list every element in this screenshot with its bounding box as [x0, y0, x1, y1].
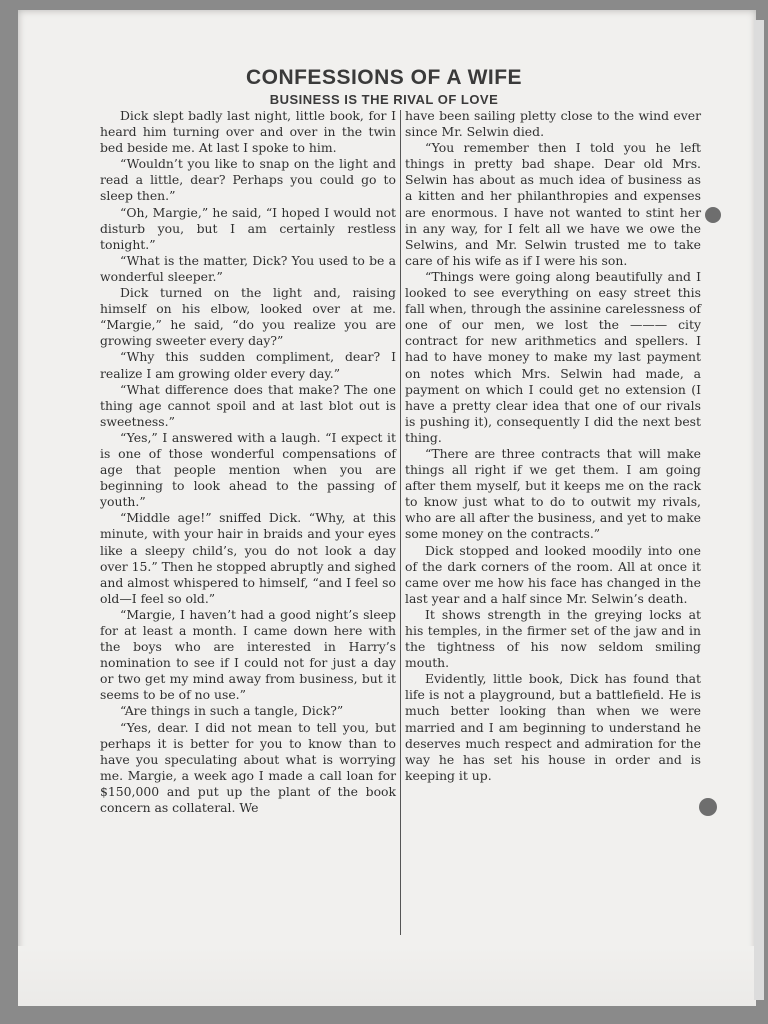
paragraph: “What difference does that make? The one thing age cannot spoil and at last blot out is sweetness.”: [100, 381, 396, 429]
paragraph: “Wouldn’t you like to snap on the light and read a little, dear? Perhaps you could go to sleep then.”: [100, 156, 396, 204]
paragraph: It shows strength in the greying locks at his temples, in the firmer set of the jaw and in the tightness of his now seldom smiling mouth.: [405, 606, 701, 671]
paragraph: Dick slept badly last night, little book, for I heard him turning over and over in the twin bed beside me. At last I spoke to him.: [100, 108, 396, 156]
paragraph: “Things were going along beautifully and I looked to see everything on easy street this fall when, through the assinine carelessness of one of our men, we lost the ——— city contract for new arithmetics and spellers. I had to have money to make my last payment on notes which Mrs. Selwin had made, a payment on which I could get no extension (I have a pretty clear idea that one of our rivals is pushing it), consequently I did the next best thing.: [405, 268, 701, 445]
paragraph: Dick stopped and looked moodily into one of the dark corners of the room. All at once it came over me how his face has changed in the last year and a half since Mr. Selwin’s death.: [405, 542, 701, 606]
paragraph: “Margie, I haven’t had a good night’s sleep for at least a month. I came down here with the boys who are interested in Harry’s nomination to see if I could not for just a day or two get my mind away from business, but it seems to be of no use.”: [100, 606, 396, 703]
paragraph: Evidently, little book, Dick has found that life is not a playground, but a battlefield. He is much better looking than when we were married and I am beginning to understand he deserves much respect and admiration for the way he has set his house in order and is keeping it up.: [405, 671, 701, 783]
paragraph: “There are three contracts that will make things all right if we get them. I am going after them myself, but it keeps me on the rack to know just what to do to outwit my rivals, who are all after the business, and yet to make some money on the contracts.”: [405, 445, 701, 542]
paragraph: “Middle age!” sniffed Dick. “Why, at this minute, with your hair in braids and your eyes like a sleepy child’s, you do not look a day over 15.” Then he stopped abruptly and sighed and almost whispered to himself, “and I feel so old—I feel so old.”: [100, 510, 397, 606]
paragraph: “Are things in such a tangle, Dick?”: [120, 703, 344, 719]
left-column: [100, 108, 396, 816]
article-subtitle: BUSINESS IS THE RIVAL OF LOVE: [269, 92, 499, 107]
paragraph-continuation: have been sailing pletty close to the wind ever since Mr. Selwin died.: [405, 108, 701, 140]
paragraph: “What is the matter, Dick? You used to be a wonderful sleeper.”: [100, 252, 396, 284]
right-column: [405, 108, 701, 784]
paragraph: “Yes, dear. I did not mean to tell you, but perhaps it is better for you to know than to have you speculating about what is worrying me. Margie, a week ago I made a call loan for $150,000 and put up the plant of the book concern as collateral. We: [100, 719, 396, 816]
paragraph: “Why this sudden compliment, dear? I realize I am growing older every day.”: [100, 349, 396, 381]
article-title: CONFESSIONS OF A WIFE: [245, 66, 523, 89]
ink-blot: [705, 207, 721, 223]
column-divider: [400, 110, 401, 935]
paragraph: “Oh, Margie,” he said, “I hoped I would not disturb you, but I am certainly restless tonight.”: [100, 204, 396, 252]
paragraph: Dick turned on the light and, raising himself on his elbow, looked over at me. “Margie,” he said, “do you realize you are growing sweeter every day?”: [100, 285, 396, 349]
paragraph: “Yes,” I answered with a laugh. “I expect it is one of those wonderful compensations of age that people mention when you are beginning to look ahead to the passing of youth.”: [100, 429, 396, 510]
page-edge: [754, 20, 764, 1000]
ink-blot: [699, 798, 717, 816]
paragraph: “You remember then I told you he left things in pretty bad shape. Dear old Mrs. Selwin has about as much idea of business as a kitten and her philanthropies and expenses are enormous. I have not wanted to stint her in any way, for I felt all we have we owe the Selwins, and Mr. Selwin trusted me to take care of his wife as if I were his son.: [405, 140, 701, 268]
